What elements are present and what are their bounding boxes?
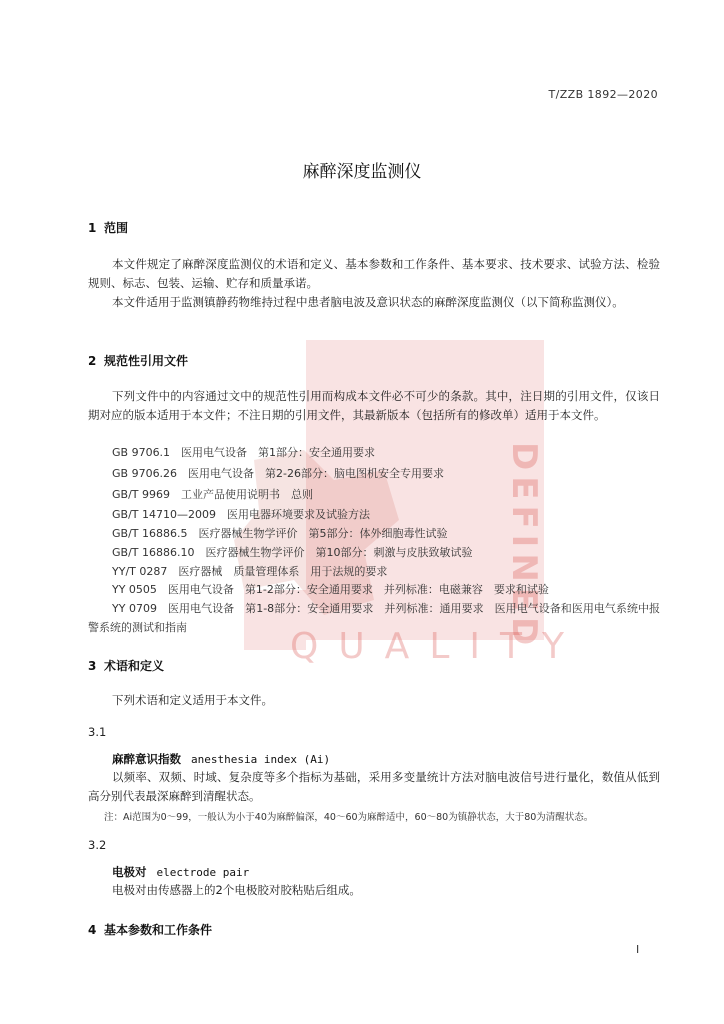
reference-item: YY 0505 医用电气设备 第1-2部分：安全通用要求 并列标准：电磁兼容 要求和试验 [112, 583, 549, 596]
reference-item: GB/T 16886.10 医疗器械生物学评价 第10部分：刺激与皮肤致敏试验 [112, 546, 473, 559]
section-1-heading [88, 219, 128, 236]
scope-paragraph-1: 本文件规定了麻醉深度监测仪的术语和定义、基本参数和工作条件、基本要求、技术要求、试验方法、检验规则、标志、包装、运输、贮存和质量承诺。 [88, 257, 660, 290]
document-title: 麻醉深度监测仪 [302, 162, 422, 182]
section-number: 1 [88, 221, 97, 235]
term-number: 3.2 [88, 838, 107, 852]
reference-item: GB 9706.1 医用电气设备 第1部分：安全通用要求 [112, 446, 376, 459]
reference-item: GB/T 16886.5 医疗器械生物学评价 第5部分：体外细胞毒性试验 [112, 527, 448, 540]
term-heading [112, 751, 330, 767]
term-definition: 以频率、双频、时域、复杂度等多个指标为基础，采用多变量统计方法对脑电波信号进行量化，数值从低到高分别代表最深麻醉到清醒状态。 [88, 770, 660, 803]
scope-paragraph-2: 本文件适用于监测镇静药物维持过程中患者脑电波及意识状态的麻醉深度监测仪（以下简称监测仪）。 [112, 295, 624, 309]
term-name: 电极对 [112, 865, 147, 879]
section-title: 范围 [104, 221, 129, 235]
section-3-heading [88, 657, 164, 674]
section-title: 基本参数和工作条件 [104, 923, 213, 937]
reference-item: GB/T 14710—2009 医用电器环境要求及试验方法 [112, 508, 370, 521]
term-english: anesthesia index (Ai) [191, 753, 331, 766]
section-title: 规范性引用文件 [104, 354, 189, 368]
terms-intro: 下列术语和定义适用于本文件。 [112, 693, 273, 707]
term-note: 注：Ai范围为0～99，一般认为小于40为麻醉偏深，40～60为麻醉适中，60～80为镇静状态，大于80为清醒状态。 [104, 812, 594, 823]
term-english: electrode pair [156, 866, 250, 879]
reference-item-last: YY 0709 医用电气设备 第1-8部分：安全通用要求 并列标准：通用要求 医用电气设备和医用电气系统中报警系统的测试和指南 [88, 602, 660, 634]
section-number: 2 [88, 354, 97, 368]
reference-item: YY/T 0287 医疗器械 质量管理体系 用于法规的要求 [112, 565, 388, 578]
watermark-quality-text: QUALITY [290, 626, 584, 667]
normative-intro: 下列文件中的内容通过文中的规范性引用而构成本文件必不可少的条款。其中，注日期的引用文件，仅该日期对应的版本适用于本文件；不注日期的引用文件，其最新版本（包括所有的修改单）适用于本文件。 [88, 389, 660, 422]
term-heading [112, 864, 249, 880]
reference-item: GB 9706.26 医用电气设备 第2-26部分：脑电图机安全专用要求 [112, 467, 445, 480]
watermark-defined-text: DEFINED [504, 442, 544, 652]
section-number: 3 [88, 659, 97, 673]
term-name: 麻醉意识指数 [112, 752, 181, 766]
section-title: 术语和定义 [104, 659, 165, 673]
section-4-heading [88, 921, 212, 938]
term-number: 3.1 [88, 725, 107, 739]
reference-item: GB/T 9969 工业产品使用说明书 总则 [112, 488, 313, 501]
term-definition: 电极对由传感器上的2个电极胶对胶粘贴后组成。 [112, 883, 361, 897]
standard-number: T/ZZB 1892—2020 [548, 88, 658, 101]
page-number: I [636, 943, 640, 956]
section-number: 4 [88, 923, 97, 937]
section-2-heading [88, 352, 188, 369]
